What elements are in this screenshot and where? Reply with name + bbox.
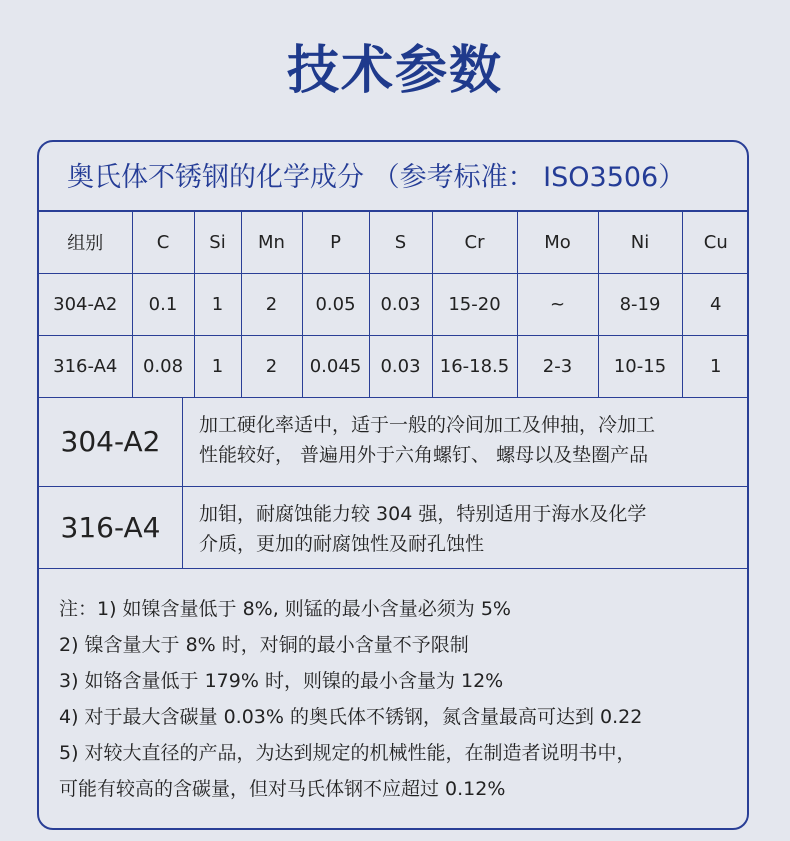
grade-name: 304-A2 [39, 398, 183, 486]
column-header: P [302, 212, 369, 273]
column-header: Mo [517, 212, 598, 273]
table-cell: 1 [194, 335, 241, 397]
table-cell: 1 [682, 335, 749, 397]
composition-card [37, 140, 749, 830]
composition-table [39, 212, 749, 398]
grade-description-line: 加钼，耐腐蚀能力较 304 强，特别适用于海水及化学 [199, 502, 647, 525]
table-row [39, 335, 749, 397]
note-line: 4) 对于最大含碳量 0.03% 的奥氏体不锈钢，氮含量最高可达到 0.22 [59, 705, 643, 728]
grade-row-316 [39, 487, 747, 569]
grade-description-line: 性能较好， 普遍用外于六角螺钉、 螺母以及垫圈产品 [199, 443, 649, 466]
note-line: 注：1) 如镍含量低于 8%, 则锰的最小含量必须为 5% [59, 597, 511, 620]
table-row [39, 273, 749, 335]
table-cell: 8-19 [598, 273, 682, 335]
column-header: S [369, 212, 432, 273]
column-header: Si [194, 212, 241, 273]
grade-description-line: 加工硬化率适中，适于一般的冷间加工及伸抽，冷加工 [199, 413, 656, 436]
table-cell: 1 [194, 273, 241, 335]
note-line: 2) 镍含量大于 8% 时，对铜的最小含量不予限制 [59, 633, 469, 656]
column-header: 组别 [39, 212, 132, 273]
grade-description-line: 介质，更加的耐腐蚀性及耐孔蚀性 [199, 532, 485, 555]
table-cell: ~ [517, 273, 598, 335]
page-title: 技术参数 [286, 41, 503, 101]
column-header: Mn [241, 212, 302, 273]
table-cell: 316-A4 [39, 335, 132, 397]
table-cell: 4 [682, 273, 749, 335]
table-cell: 0.045 [302, 335, 369, 397]
grade-name: 316-A4 [39, 487, 183, 568]
table-cell: 0.05 [302, 273, 369, 335]
notes [39, 569, 747, 807]
note-line: 5) 对较大直径的产品，为达到规定的机械性能，在制造者说明书中， [59, 741, 636, 764]
table-cell: 0.03 [369, 273, 432, 335]
table-cell: 15-20 [432, 273, 517, 335]
table-cell: 2 [241, 335, 302, 397]
card-title: 奥氏体不锈钢的化学成分 （参考标准： ISO3506） [39, 142, 747, 212]
table-cell: 10-15 [598, 335, 682, 397]
column-header: C [132, 212, 194, 273]
note-line: 可能有较高的含碳量，但对马氏体钢不应超过 0.12% [59, 777, 506, 800]
table-cell: 0.03 [369, 335, 432, 397]
column-header: Ni [598, 212, 682, 273]
column-header: Cr [432, 212, 517, 273]
note-line: 3) 如铬含量低于 179% 时，则镍的最小含量为 12% [59, 669, 504, 692]
table-cell: 0.1 [132, 273, 194, 335]
table-cell: 16-18.5 [432, 335, 517, 397]
grade-row-304 [39, 398, 747, 487]
table-cell: 304-A2 [39, 273, 132, 335]
table-cell: 2 [241, 273, 302, 335]
grade-description [183, 398, 747, 486]
grade-description [183, 487, 747, 568]
column-header: Cu [682, 212, 749, 273]
table-cell: 2-3 [517, 335, 598, 397]
table-cell: 0.08 [132, 335, 194, 397]
table-header-row [39, 212, 749, 273]
